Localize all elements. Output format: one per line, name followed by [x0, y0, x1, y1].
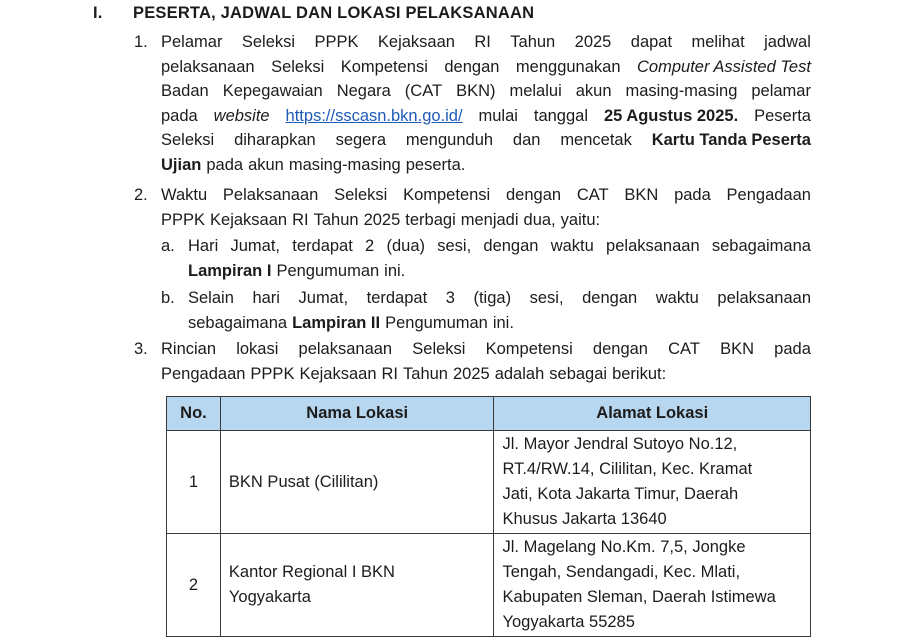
- cell-alamat-lokasi: [494, 431, 811, 534]
- cell-no: 1: [167, 431, 221, 534]
- word: Tahun: [403, 364, 448, 383]
- word: masing-masing: [288, 155, 401, 174]
- list-item-1: [134, 30, 811, 178]
- bold-term: Ujian: [161, 155, 202, 174]
- word: pada: [161, 106, 198, 125]
- word: menggunakan: [515, 57, 621, 76]
- word: terdapat: [366, 289, 428, 307]
- word: waktu: [550, 237, 594, 255]
- list-item-2: [134, 183, 811, 232]
- text-line: [161, 337, 811, 362]
- location-table: [166, 396, 811, 637]
- address-line: Jl. Magelang No.Km. 7,5, Jongke: [502, 538, 746, 557]
- word: pelaksanaan: [161, 57, 255, 76]
- word: (CAT: [404, 82, 443, 101]
- list-item-label: 1.: [134, 33, 148, 51]
- word: RI: [381, 364, 399, 383]
- word: ini.: [384, 261, 406, 280]
- word: BKN: [624, 186, 659, 204]
- word: yaitu:: [560, 210, 601, 229]
- text-line: [161, 104, 811, 129]
- word: dengan: [505, 186, 562, 204]
- word: adalah: [494, 364, 545, 383]
- word: Pelamar: [161, 33, 223, 51]
- word: Pengumuman: [385, 313, 488, 332]
- word: pelaksanaan: [298, 340, 393, 358]
- word: pada: [206, 155, 244, 174]
- word: PPPK: [161, 210, 206, 229]
- word: Hari: [188, 237, 219, 255]
- section-number: I.: [93, 4, 103, 22]
- list-item-label: 2.: [134, 186, 148, 204]
- word: masing-masing: [625, 82, 738, 101]
- word: Seleksi: [412, 340, 466, 358]
- word: Badan: [161, 82, 209, 101]
- name-line: Kantor Regional I BKN: [228, 563, 395, 582]
- word: akun: [575, 82, 612, 101]
- sub-item-label: b.: [161, 289, 175, 307]
- word: sebagaimana: [188, 313, 288, 332]
- word: 2: [365, 237, 375, 255]
- word: CAT: [668, 340, 700, 358]
- word: Pengadaan: [161, 364, 246, 383]
- word: (tiga): [473, 289, 512, 307]
- word: BKN): [456, 82, 496, 101]
- bold-term: Lampiran II: [292, 313, 381, 332]
- word: sebagaimana: [711, 237, 811, 255]
- word: dua,: [523, 210, 556, 229]
- word: Jumat,: [230, 237, 281, 255]
- word: Kompetensi: [340, 57, 428, 76]
- word: Seleksi: [334, 186, 388, 204]
- word: mencetak: [560, 131, 632, 150]
- header-no: No.: [167, 397, 221, 431]
- word: Pelaksanaan: [222, 186, 319, 204]
- section-title: PESERTA, JADWAL DAN LOKASI PELAKSANAAN: [133, 4, 535, 22]
- text-line: [161, 153, 811, 178]
- word: hari: [252, 289, 280, 307]
- word: Kompetensi: [403, 186, 491, 204]
- word: Kepegawaian: [222, 82, 323, 101]
- word: mulai: [478, 106, 518, 125]
- word: PPPK: [250, 364, 295, 383]
- address-line: Kabupaten Sleman, Daerah Istimewa: [502, 588, 776, 606]
- word: ini.: [492, 313, 514, 332]
- word: sesi,: [437, 237, 472, 255]
- address-line: Jl. Mayor Jendral Sutoyo No.12,: [502, 435, 738, 454]
- word: mengunduh: [405, 131, 494, 150]
- text-line: [161, 55, 811, 80]
- word: Tahun: [313, 210, 359, 229]
- table-row: [167, 431, 811, 534]
- sscasn-link[interactable]: https://sscasn.bkn.go.id/: [285, 106, 463, 125]
- word: menjadi: [460, 210, 519, 229]
- cell-nama-lokasi: [220, 534, 494, 637]
- word: pelamar: [751, 82, 811, 101]
- word: tanggal: [533, 106, 589, 125]
- word: pada: [674, 186, 711, 204]
- word: berikut:: [612, 364, 667, 383]
- word: pada: [774, 340, 811, 358]
- word: 3: [445, 289, 455, 307]
- word: Pengadaan: [726, 186, 811, 204]
- text-line: [188, 311, 811, 336]
- text-line: [188, 234, 811, 259]
- word: Seleksi: [241, 33, 296, 51]
- text-line: [161, 79, 811, 104]
- text-line: [161, 128, 811, 153]
- word: dapat: [630, 33, 673, 51]
- bold-term: Lampiran I: [188, 261, 272, 280]
- word: terdapat: [292, 237, 353, 255]
- list-item-3: [134, 337, 811, 386]
- word: dengan: [444, 57, 500, 76]
- italic-term: Computer Assisted Test: [637, 57, 811, 76]
- text-line: [188, 286, 811, 311]
- word: RI: [292, 210, 309, 229]
- word: 2025: [574, 33, 612, 51]
- header-alamat-lokasi: Alamat Lokasi: [494, 397, 811, 431]
- word: peserta.: [405, 155, 466, 174]
- word: dengan: [592, 340, 648, 358]
- word: Tahun: [510, 33, 556, 51]
- text-line: [161, 362, 811, 387]
- word: dan: [512, 131, 541, 150]
- word: segera: [335, 131, 387, 150]
- word: Negara: [336, 82, 391, 101]
- word: terbagi: [405, 210, 456, 229]
- word: melalui: [509, 82, 562, 101]
- bold-date: 25 Agustus 2025.: [603, 106, 739, 125]
- word: dengan: [582, 289, 638, 307]
- sub-item-a: [161, 234, 811, 283]
- word: Seleksi: [161, 131, 215, 150]
- text-line: [161, 30, 811, 55]
- address-line: Tengah, Sendangadi, Kec. Mlati,: [502, 563, 741, 582]
- word: Selain: [188, 289, 234, 307]
- cell-nama-lokasi: [220, 431, 494, 534]
- word: Jumat,: [298, 289, 349, 307]
- address-line: Jati, Kota Jakarta Timur, Daerah: [502, 485, 739, 503]
- address-line: Khusus Jakarta 13640: [502, 509, 667, 528]
- word: akun: [248, 155, 284, 174]
- word: diharapkan: [234, 131, 316, 150]
- word: Waktu: [161, 186, 208, 204]
- word: Kejaksaan: [299, 364, 377, 383]
- italic-term: website: [213, 106, 270, 125]
- word: PPPK: [314, 33, 359, 51]
- text-line: [188, 259, 811, 284]
- word: 2025: [363, 210, 401, 229]
- word: Kejaksaan: [210, 210, 288, 229]
- name-line: Yogyakarta: [228, 588, 311, 606]
- word: Rincian: [161, 340, 217, 358]
- word: BKN: [720, 340, 755, 358]
- word: Peserta: [754, 106, 811, 125]
- word: sebagai: [549, 364, 608, 383]
- list-item-label: 3.: [134, 340, 148, 358]
- text-line: [161, 183, 811, 208]
- bold-term: Kartu Tanda Peserta: [651, 131, 811, 150]
- word: 2025: [452, 364, 490, 383]
- word: pelaksanaan: [717, 289, 811, 307]
- word: Kompetensi: [485, 340, 573, 358]
- word: RI: [474, 33, 491, 51]
- cell-no: 2: [167, 534, 221, 637]
- word: (dua): [386, 237, 425, 255]
- word: dengan: [483, 237, 539, 255]
- word: Pengumuman: [276, 261, 380, 280]
- word: waktu: [655, 289, 699, 307]
- word: Seleksi: [271, 57, 325, 76]
- header-nama-lokasi: Nama Lokasi: [220, 397, 494, 431]
- address-line: Yogyakarta 55285: [502, 612, 635, 631]
- word: melihat: [691, 33, 745, 51]
- table-row: [167, 534, 811, 637]
- address-line: RT.4/RW.14, Cililitan, Kec. Kramat: [502, 460, 753, 479]
- word: jadwal: [764, 33, 811, 51]
- word: pelaksanaan: [606, 237, 700, 255]
- sub-item-b: [161, 286, 811, 335]
- word: lokasi: [236, 340, 279, 358]
- word: sesi,: [529, 289, 564, 307]
- cell-alamat-lokasi: [494, 534, 811, 637]
- text-line: [161, 208, 811, 233]
- table-header-row: [167, 397, 811, 431]
- sub-item-label: a.: [161, 237, 175, 255]
- word: Kejaksaan: [377, 33, 455, 51]
- name-line: BKN Pusat (Cililitan): [228, 472, 379, 491]
- word: CAT: [576, 186, 609, 204]
